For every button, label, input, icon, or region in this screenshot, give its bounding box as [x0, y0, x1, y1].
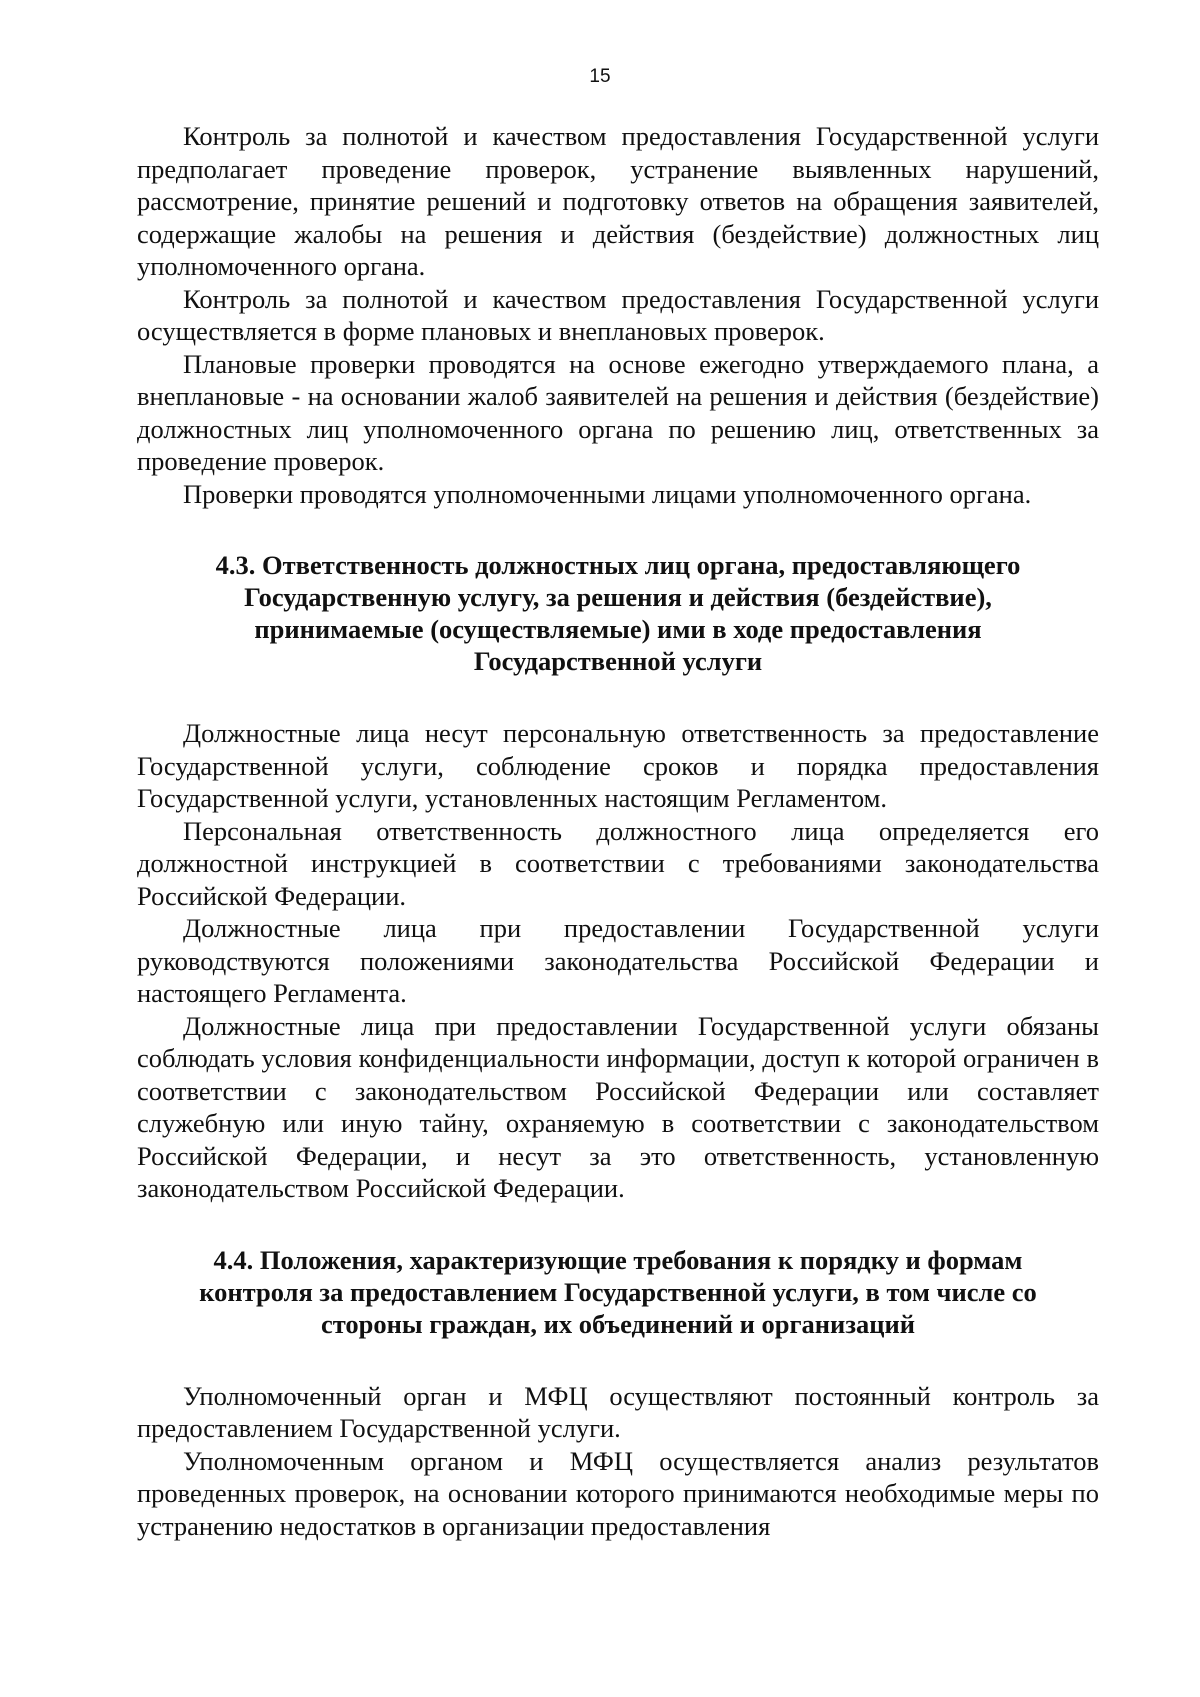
- section-heading-4-4: 4.4. Положения, характеризующие требования к порядку и формам контроля за предоставлением Государственной услуги, в том числе со стороны граждан, их объединений и организаций: [199, 1244, 1037, 1339]
- paragraph: Уполномоченный орган и МФЦ осуществляют постоянный контроль за предоставлением Государственной услуги.: [137, 1380, 1099, 1443]
- paragraph: Персональная ответственность должностного лица определяется его должностной инструкцией в соответствии с требованиями законодательства Российской Федерации.: [137, 815, 1099, 911]
- paragraph: Уполномоченным органом и МФЦ осуществляется анализ результатов проведенных проверок, на основании которого принимаются необходимые меры по устранению недостатков в организации предоставления: [137, 1445, 1099, 1541]
- paragraph: Контроль за полнотой и качеством предоставления Государственной услуги предполагает проведение проверок, устранение выявленных нарушений, рассмотрение, принятие решений и подготовку ответов на обращения заявителей, содержащие жалобы на решения и действия (бездействие) должностных лиц уполномоченного органа.: [137, 121, 1099, 281]
- paragraph: Должностные лица несут персональную ответственность за предоставление Государственной услуги, соблюдение сроков и порядка предоставления Государственной услуги, установленных настоящим Регламентом.: [137, 718, 1099, 813]
- paragraph: Контроль за полнотой и качеством предоставления Государственной услуги осуществляется в форме плановых и внеплановых проверок.: [137, 283, 1099, 346]
- paragraph: Проверки проводятся уполномоченными лицами уполномоченного органа.: [183, 478, 1032, 509]
- paragraph: Должностные лица при предоставлении Государственной услуги обязаны соблюдать условия конфиденциальности информации, доступ к которой ограничен в соответствии с законодательством Российской Федерации или составляет служебную или иную тайну, охраняемую в соответствии с законодательством Российской Федерации, и несут за это ответственность, установленную законодательством Российской Федерации.: [137, 1010, 1099, 1203]
- page-content: [137, 120, 1099, 1542]
- paragraph: Плановые проверки проводятся на основе ежегодно утверждаемого плана, а внеплановые - на основании жалоб заявителей на решения и действия (бездействие) должностных лиц уполномоченного органа по решению лиц, ответственных за проведение проверок.: [137, 348, 1099, 476]
- page-number: 15: [589, 66, 611, 87]
- paragraph: Должностные лица при предоставлении Государственной услуги руководствуются положениями законодательства Российской Федерации и настоящего Регламента.: [137, 913, 1099, 1008]
- section-heading-4-3: 4.3. Ответственность должностных лиц органа, предоставляющего Государственную услугу, за решения и действия (бездействие), принимаемые (осуществляемые) ими в ходе предоставления Государственной услуги: [215, 550, 1021, 676]
